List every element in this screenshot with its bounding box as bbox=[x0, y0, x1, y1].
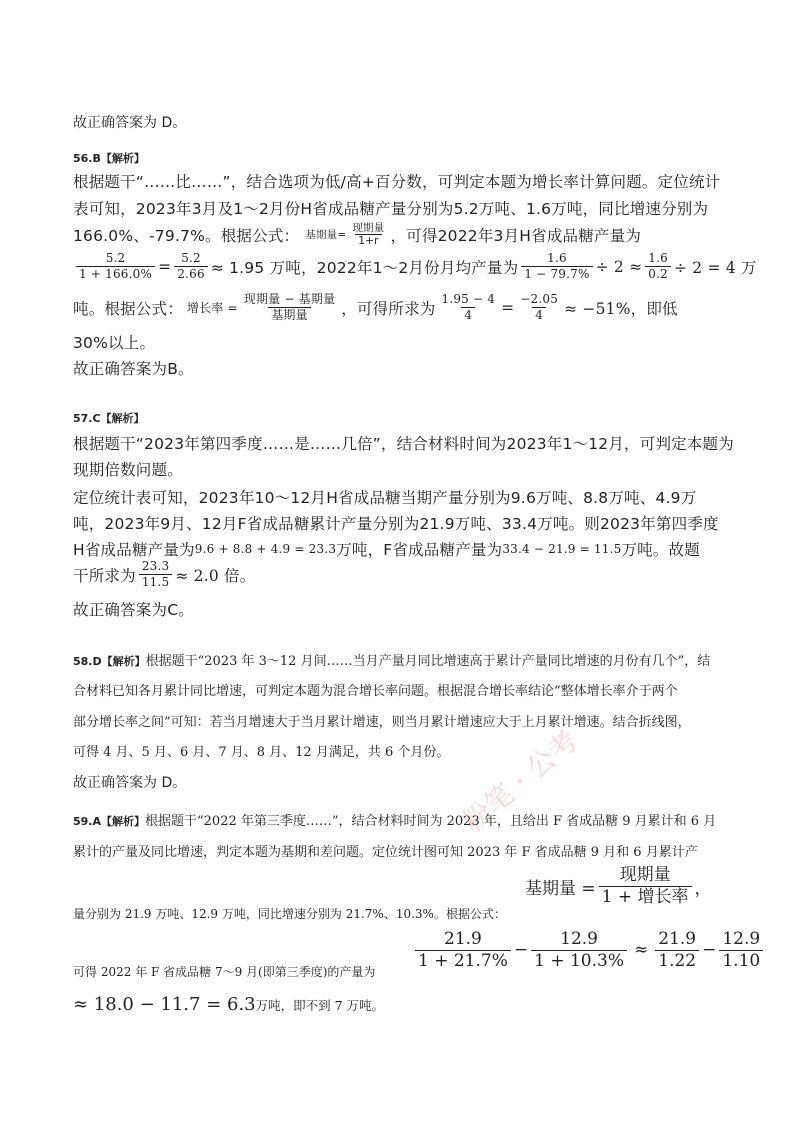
q56-line-6: 30%以上。 bbox=[73, 334, 156, 352]
q56-line-4a: ≈ 1.95 万吨，2022年1～2月份月均产量为 bbox=[210, 258, 519, 277]
q59-frac-5 bbox=[719, 930, 763, 971]
q56-line-5c: ≈ −51%，即低 bbox=[564, 299, 678, 318]
q59-f4-den: 1.22 bbox=[655, 950, 699, 971]
q57-line-6 bbox=[73, 560, 255, 589]
q57-header: 57.C【解析】 bbox=[73, 412, 145, 425]
q56-line-2: 表可知，2023年3月及1～2月份H省成品糖产量分别为5.2万吨、1.6万吨，同比增速分别为 bbox=[73, 200, 709, 218]
q59-f1-num: 现期量 bbox=[619, 865, 671, 885]
q56-line-3a: 166.0%、-79.7%。根据公式： bbox=[73, 226, 300, 245]
q56-f3a-den: 1 − 79.7% bbox=[521, 266, 592, 281]
q59-f2-num: 21.9 bbox=[444, 929, 482, 949]
q58-line-2: 合材料已知各月累计同比增速，可判定本题为混合增长率问题。根据混合增长率结论“整体增长率介于两个 bbox=[73, 684, 678, 699]
q56-line-3 bbox=[73, 222, 641, 248]
q59-f5-num: 12.9 bbox=[722, 929, 761, 949]
q59-f3-den: 1 + 10.3% bbox=[531, 950, 627, 971]
q59-f4-num: 21.9 bbox=[658, 929, 697, 949]
q57-line-4: 吨，2023年9月、12月F省成品糖累计产量分别为21.9万吨、33.4万吨。则2023年第四季度 bbox=[73, 515, 719, 533]
q56-f5b-den: 4 bbox=[532, 307, 546, 322]
q59-line-5 bbox=[73, 994, 384, 1015]
q56-line-5b: ，可得所求为 bbox=[341, 299, 436, 318]
q58-line-3: 部分增长率之间”可知：若当月增速大于当月累计增速，则当月累计增速应大于上月累计增速。结合折线图， bbox=[73, 715, 691, 730]
q56-formula1-lhs: 基期量= bbox=[305, 229, 347, 242]
q56-line-4b: ÷ 2 ≈ bbox=[595, 257, 643, 276]
q56-frac-5a bbox=[438, 293, 498, 322]
q56-f5b-num: −2.05 bbox=[520, 292, 559, 306]
q56-frac-5b bbox=[517, 293, 561, 322]
q59-result-math: ≈ 18.0 − 11.7 = 6.3 bbox=[73, 994, 256, 1015]
q57-line-3: 定位统计表可知，2023年10～12月H省成品糖当期产量分别为9.6万吨、8.8万吨、4.9万 bbox=[73, 489, 697, 507]
q56-f2a-num: 5.2 bbox=[105, 251, 126, 265]
q57-line-2: 现期倍数问题。 bbox=[73, 461, 183, 479]
q57-f-den: 11.5 bbox=[139, 574, 173, 589]
q59-minus-1: − bbox=[513, 940, 529, 961]
q59-line-3a: 量分别为 21.9 万吨、12.9 万吨，同比增速分别为 21.7%、10.3%。根据公式： bbox=[73, 907, 506, 921]
q57-f-num: 23.3 bbox=[141, 559, 170, 573]
q56-f1-den: 1+r bbox=[355, 234, 381, 248]
q58-line-1-text: 根据题干“2023 年 3～12 月间……当月产量月同比增速高于累计产量同比增速的月份有几个”，结 bbox=[145, 654, 711, 669]
q56-f2a-den: 1 + 166.0% bbox=[76, 266, 155, 281]
q58-header: 58.D【解析】 bbox=[73, 655, 146, 668]
q56-f5a-num: 1.95 − 4 bbox=[441, 292, 496, 306]
q56-f2b-num: 5.2 bbox=[181, 251, 201, 265]
q59-f1-den: 1 + 增长率 bbox=[599, 886, 692, 907]
q59-f5-den: 1.10 bbox=[719, 950, 763, 971]
q59-formula-2 bbox=[412, 930, 766, 971]
q57-line-5a: H省成品糖产量为 bbox=[73, 541, 195, 559]
q56-f3b-den: 0.2 bbox=[645, 266, 671, 281]
q56-line-5a: 吨。根据公式： bbox=[73, 299, 183, 318]
q56-frac-3b bbox=[645, 252, 671, 281]
q56-formula1-fraction bbox=[349, 222, 387, 248]
q59-frac-2 bbox=[415, 930, 511, 971]
q56-frac-3a bbox=[521, 252, 592, 281]
q57-line-6a: 干所求为 bbox=[73, 566, 136, 585]
q56-answer: 故正确答案为B。 bbox=[73, 360, 194, 378]
q56-line-3b: ，可得2022年3月H省成品糖产量为 bbox=[390, 226, 642, 245]
q56-f5a-den: 4 bbox=[461, 307, 475, 322]
q56-f3b-num: 1.6 bbox=[648, 251, 668, 265]
q59-f1-tail: ， bbox=[694, 878, 712, 899]
q57-line-6b: ≈ 2.0 倍。 bbox=[175, 566, 256, 585]
q59-minus-2: − bbox=[702, 940, 717, 961]
q59-frac-4 bbox=[655, 930, 699, 971]
q56-line-1: 根据题干“……比……”，结合选项为低/高+百分数，可判定本题为增长率计算问题。定位统计 bbox=[73, 173, 721, 191]
q59-f3-num: 12.9 bbox=[560, 929, 598, 949]
q59-header: 59.A【解析】 bbox=[73, 815, 145, 828]
q57-frac bbox=[139, 560, 173, 589]
q59-frac-3 bbox=[531, 930, 627, 971]
q58-line-4: 可得 4 月、5 月、6 月、7 月、8 月、12 月满足，共 6 个月份。 bbox=[73, 745, 450, 760]
intro-answer-line: 故正确答案为 D。 bbox=[73, 115, 187, 131]
q56-formula4-lhs: 增长率 = bbox=[186, 301, 238, 316]
q59-f1-lhs: 基期量 = bbox=[525, 878, 596, 899]
q58-line-1 bbox=[73, 650, 710, 669]
q56-frac-4 bbox=[241, 293, 338, 322]
q56-f4-num: 现期量 − 基期量 bbox=[243, 292, 336, 306]
q58-answer: 故正确答案为 D。 bbox=[73, 775, 187, 791]
q56-line-4c: ÷ 2 = 4 万 bbox=[673, 258, 757, 277]
q56-line-4 bbox=[73, 252, 757, 281]
q56-line-5 bbox=[73, 293, 678, 322]
q59-line-1-text: 根据题干“2022 年第三季度……”，结合材料时间为 2023 年，且给出 F 省成品糖 9 月累计和 6 月 bbox=[145, 814, 717, 829]
q56-f4-den: 基期量 bbox=[268, 307, 311, 322]
q56-eq2: = bbox=[501, 298, 515, 317]
q57-math-1: 9.6 + 8.8 + 4.9 = 23.3 bbox=[194, 542, 337, 556]
q57-math-2: 33.4 − 21.9 = 11.5 bbox=[502, 542, 622, 556]
q59-line-2: 累计的产量及同比增速，判定本题为基期和差问题。定位统计图可知 2023 年 F 省成品糖 9 月和 6 月累计产 bbox=[73, 845, 698, 860]
q59-approx: ≈ bbox=[634, 940, 649, 961]
q57-answer: 故正确答案为C。 bbox=[73, 601, 194, 619]
q56-eq: = bbox=[158, 257, 172, 276]
q56-f2b-den: 2.66 bbox=[174, 266, 208, 281]
q59-formula-1 bbox=[525, 866, 712, 907]
watermark-stamp: 粉笔 · 公考 bbox=[456, 723, 585, 839]
q56-f3a-num: 1.6 bbox=[547, 251, 567, 265]
q59-line-4a: 可得 2022 年 F 省成品糖 7～9 月(即第三季度)的产量为 bbox=[73, 965, 376, 979]
q57-line-5 bbox=[73, 538, 700, 560]
q56-frac-2b bbox=[174, 252, 208, 281]
q56-frac-2a bbox=[76, 252, 155, 281]
q59-result-text: 万吨，即不到 7 万吨。 bbox=[255, 998, 385, 1013]
q59-frac-1 bbox=[599, 866, 692, 907]
q57-line-1: 根据题干“2023年第四季度……是……几倍”，结合材料时间为2023年1～12月，可判定本题为 bbox=[73, 435, 734, 453]
q59-f2-den: 1 + 21.7% bbox=[415, 950, 511, 971]
q57-line-5b: 万吨，F省成品糖产量为 bbox=[336, 541, 503, 559]
q57-line-5c: 万吨。故题 bbox=[621, 541, 700, 559]
q59-line-1 bbox=[73, 810, 716, 829]
q56-header: 56.B【解析】 bbox=[73, 152, 145, 165]
q56-f1-num: 现期量 bbox=[352, 222, 385, 234]
